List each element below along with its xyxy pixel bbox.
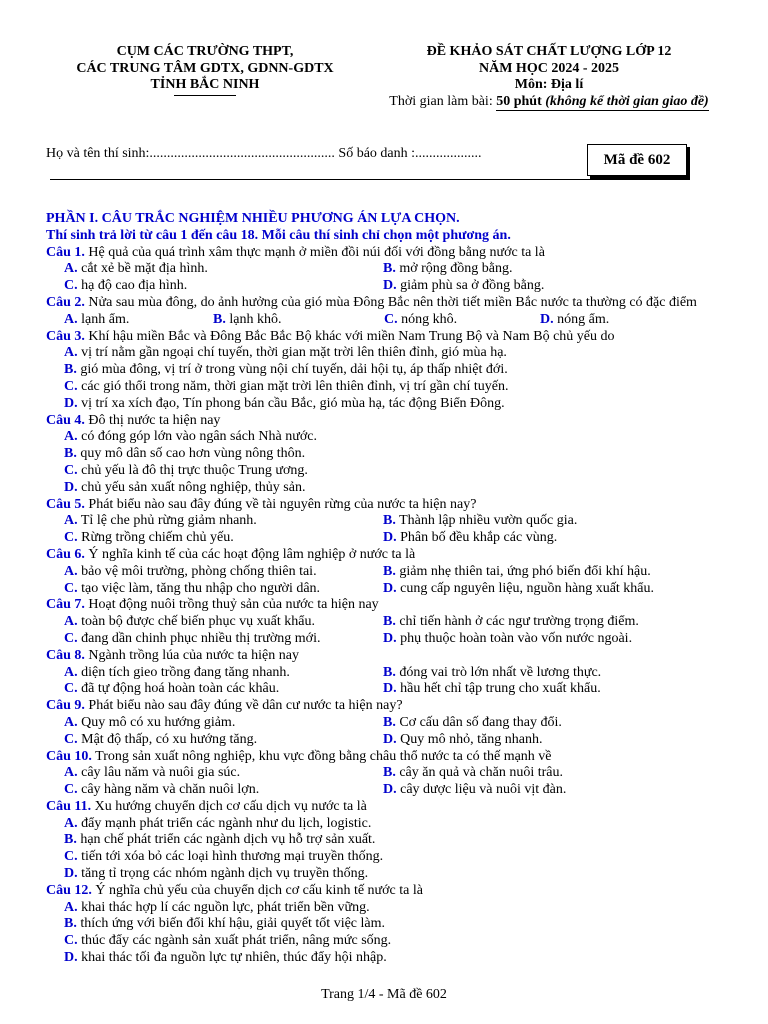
option [64,312,213,329]
option-text: giảm phù sa ở đồng bằng. [400,278,545,294]
option [383,681,601,698]
option [64,581,383,598]
question-label: Câu 3. [46,328,85,344]
option-letter: A. [64,345,78,361]
option-letter: C. [384,311,398,327]
option-letter: B. [383,714,396,730]
option-letter: C. [64,530,78,546]
time-note: (không kể thời gian giao đề) [545,93,709,109]
option-text: quy mô dân số cao hơn vùng nông thôn. [80,446,306,462]
option-row [46,665,726,682]
question-stem [46,749,726,766]
question-text: Ý nghĩa kinh tế của các hoạt động lâm nghiệp ở nước ta là [84,546,416,562]
option-text: gió mùa đông, vị trí ở trong vùng nội chí tuyến, dải hội tụ, áp thấp nhiệt đới. [80,362,508,378]
option-letter: B. [383,614,396,630]
option [383,665,601,682]
option-row [46,849,726,866]
option-row [46,933,726,950]
question-stem [46,295,726,312]
question-stem [46,883,726,900]
page-footer: Trang 1/4 - Mã đề 602 [321,987,447,1002]
option [64,816,371,831]
option [383,715,562,732]
time-value: 50 phút [496,93,542,109]
option [64,345,507,360]
option-text: đẩy mạnh phát triển các ngành như du lịch, logistic. [81,815,372,831]
option-row [46,312,726,329]
option-row [46,345,726,362]
option-text: chỉ tiến hành ở các ngư trường trọng điểm. [399,614,639,630]
question [46,245,726,295]
option-row [46,816,726,833]
option-text: cắt xẻ bề mặt địa hình. [81,261,208,277]
question-label: Câu 5. [46,496,85,512]
question-stem [46,597,726,614]
option-row [46,480,726,497]
question-label: Câu 1. [46,244,85,260]
option [64,362,508,377]
option-text: đã tự động hoá hoàn toàn các khâu. [81,681,280,697]
option-text: chủ yếu là đô thị trực thuộc Trung ương. [81,462,308,478]
option [383,614,639,631]
subject: Môn: Địa lí [514,77,584,92]
option [383,564,651,581]
option-text: vị trí nằm gần ngoại chí tuyến, thời gian mặt trời lên thiên đỉnh, gió mùa hạ. [81,345,507,361]
option-text: Rừng trồng chiếm chủ yếu. [81,530,234,546]
question-label: Câu 12. [46,882,92,898]
question-stem [46,413,726,430]
question [46,648,726,698]
question-list [46,245,726,967]
option-letter: D. [64,395,78,411]
option-letter: D. [64,866,78,882]
option-letter: C. [64,580,78,596]
question-label: Câu 10. [46,748,92,764]
option-text: tiến tới xóa bỏ các loại hình thương mại truyền thống. [81,849,384,865]
question-label: Câu 8. [46,647,85,663]
question [46,698,726,748]
time-label: Thời gian làm bài: [389,93,493,109]
option-letter: B. [383,765,396,781]
question-label: Câu 2. [46,294,85,310]
question [46,749,726,799]
option-row [46,732,726,749]
option-letter: C. [64,849,78,865]
option-text: đóng vai trò lớn nhất về lương thực. [399,664,602,680]
issuer-block [40,44,370,96]
issuer-line-1: CỤM CÁC TRƯỜNG THPT, [116,44,294,59]
option [64,665,383,682]
question-stem [46,329,726,346]
question-stem [46,547,726,564]
option [64,849,383,864]
option [64,900,370,915]
option-row [46,513,726,530]
option-letter: A. [64,513,78,529]
option-letter: B. [383,261,396,277]
option-text: Tỉ lệ che phủ rừng giảm nhanh. [80,513,257,529]
option-row [46,429,726,446]
question-stem [46,648,726,665]
question-label: Câu 9. [46,698,85,714]
option-letter: B. [383,513,396,529]
option-row [46,715,726,732]
option-letter: D. [383,580,397,596]
section-title: PHẦN I. CÂU TRẮC NGHIỆM NHIỀU PHƯƠNG ÁN LỰA CHỌN. [46,211,460,226]
question-label: Câu 11. [46,798,92,814]
header-divider [50,179,690,180]
option-text: tạo việc làm, tăng thu nhập cho người dân. [81,580,321,596]
question-stem [46,245,726,262]
option-letter: A. [64,311,78,327]
option-row [46,446,726,463]
exam-title: ĐỀ KHẢO SÁT CHẤT LƯỢNG LỚP 12 [426,44,672,59]
option-row [46,631,726,648]
option [64,916,385,931]
option [64,379,508,394]
option-text: có đóng góp lớn vào ngân sách Nhà nước. [81,429,317,445]
option-letter: A. [64,765,78,781]
question-text: Ý nghĩa chủ yếu của chuyển dịch cơ cấu kinh tế nước ta là [91,882,423,898]
option-letter: A. [64,614,78,630]
option [64,631,383,648]
question-label: Câu 6. [46,546,85,562]
question [46,799,726,883]
option [64,278,383,295]
option-row [46,362,726,379]
option-letter: D. [383,530,397,546]
question-label: Câu 4. [46,412,85,428]
option-row [46,261,726,278]
option [383,513,577,530]
option-letter: A. [64,714,78,730]
option-text: nóng ẩm. [557,311,610,327]
option [383,631,632,648]
option-text: bảo vệ môi trường, phòng chống thiên tai. [81,563,317,579]
option [383,732,542,749]
option-letter: D. [383,731,397,747]
option-letter: C. [64,731,78,747]
option-text: khai thác hợp lí các nguồn lực, phát triển bền vững. [81,899,370,915]
option-letter: B. [64,916,77,932]
option-text: phụ thuộc hoàn toàn vào vốn nước ngoài. [400,630,633,646]
question-text: Khí hậu miền Bắc và Đông Bắc Bắc Bộ khác với miền Nam Trung Bộ và Nam Bộ chủ yếu do [84,328,615,344]
option-text: cung cấp nguyên liệu, nguồn hàng xuất khẩu. [400,580,655,596]
option [383,765,563,782]
option-letter: B. [383,563,396,579]
option-text: Quy mô nhỏ, tăng nhanh. [400,731,543,747]
question-text: Ngành trồng lúa của nước ta hiện nay [84,647,299,663]
option-row [46,564,726,581]
option-letter: D. [540,311,554,327]
option-text: các gió thổi trong năm, thời gian mặt trời lên thiên đỉnh, vị trí gần chí tuyến. [81,378,509,394]
option-letter: D. [64,950,78,966]
option-row [46,866,726,883]
option-text: chủ yếu sản xuất nông nghiệp, thủy sản. [81,479,306,495]
option [383,581,654,598]
option-text: Mật độ thấp, có xu hướng tăng. [81,731,258,747]
option-letter: A. [64,899,78,915]
option [64,933,391,948]
option-row [46,614,726,631]
option-row [46,379,726,396]
option-row [46,782,726,799]
option-text: nóng khô. [401,311,458,327]
option-letter: D. [64,479,78,495]
question [46,413,726,497]
option [64,681,383,698]
option-text: mở rộng đồng bằng. [399,261,513,277]
option-text: toàn bộ được chế biến phục vụ xuất khẩu. [81,614,315,630]
issuer-underline [174,95,236,96]
option [64,530,383,547]
option-row [46,463,726,480]
option-text: Quy mô có xu hướng giảm. [81,714,236,730]
question-text: Nửa sau mùa đông, do ảnh hưởng của gió mùa Đông Bắc nên thời tiết miền Bắc nước ta thường có đặc điểm [84,294,697,310]
option-text: cây lâu năm và nuôi gia súc. [81,765,241,781]
question-text: Hoạt động nuôi trồng thuỷ sản của nước ta hiện nay [84,597,379,613]
option-text: Thành lập nhiều vườn quốc gia. [399,513,578,529]
option-text: cây ăn quả và chăn nuôi trâu. [399,765,563,781]
option-text: Cơ cấu dân số đang thay đổi. [399,714,562,730]
option-letter: A. [64,563,78,579]
option [64,463,308,478]
option-letter: A. [64,261,78,277]
option [64,866,368,881]
option-row [46,530,726,547]
question-text: Phát biểu nào sau đây đúng về tài nguyên rừng của nước ta hiện nay? [84,496,477,512]
option [64,782,383,799]
option-letter: A. [64,815,78,831]
school-year: NĂM HỌC 2024 - 2025 [479,60,619,76]
option [64,513,383,530]
option-row [46,396,726,413]
option-text: diện tích gieo trồng đang tăng nhanh. [81,664,290,680]
option [64,564,383,581]
exam-info-block [370,44,728,110]
option-row [46,900,726,917]
option-row [46,681,726,698]
question-text: Đô thị nước ta hiện nay [84,412,221,428]
question [46,497,726,547]
option-letter: C. [64,933,78,949]
option-letter: D. [383,681,397,697]
option-row [46,832,726,849]
option-row [46,950,726,967]
question [46,597,726,647]
option-text: hầu hết chỉ tập trung cho xuất khẩu. [400,681,601,697]
option [64,832,375,847]
question-text: Phát biểu nào sau đây đúng về dân cư nước ta hiện nay? [84,698,403,714]
option-letter: D. [383,782,397,798]
option-text: cây dược liệu và nuôi vịt đàn. [400,782,567,798]
time-duration [496,94,709,111]
option-text: giảm nhẹ thiên tai, ứng phó biến đổi khí hậu. [399,563,651,579]
issuer-line-3: TỈNH BẮC NINH [150,77,260,92]
question-text: Trong sản xuất nông nghiệp, khu vực đồng bằng châu thổ nước ta có thế mạnh về [91,748,552,764]
option-letter: C. [64,782,78,798]
option-text: lạnh khô. [229,311,282,327]
option-text: hạ độ cao địa hình. [81,278,188,294]
option-text: cây hàng năm và chăn nuôi lợn. [81,782,260,798]
option [64,765,383,782]
option [64,429,317,444]
question-text: Hệ quả của quá trình xâm thực mạnh ở miền đồi núi đối với đồng bằng nước ta là [84,244,545,260]
option [64,614,383,631]
option-letter: A. [64,664,78,680]
option-letter: B. [64,362,77,378]
question-stem [46,497,726,514]
option-row [46,581,726,598]
option-letter: D. [383,630,397,646]
option-text: hạn chế phát triển các ngành dịch vụ hỗ trợ sản xuất. [80,832,376,848]
option-letter: B. [213,311,226,327]
option [64,950,387,965]
option-letter: D. [383,278,397,294]
option-letter: C. [64,681,78,697]
student-info-line: Họ và tên thí sinh:..................................................... Số báo danh :................... [46,146,482,161]
option-letter: A. [64,429,78,445]
question [46,295,726,329]
option-letter: C. [64,630,78,646]
option [64,732,383,749]
exam-code-box: Mã đề 602 [587,144,687,176]
option-text: tăng tỉ trọng các nhóm ngành dịch vụ truyền thống. [81,866,369,882]
option-text: vị trí xa xích đạo, Tín phong bán cầu Bắc, gió mùa hạ, tác động Biển Đông. [81,395,505,411]
question-stem [46,698,726,715]
option-text: Phân bố đều khắp các vùng. [400,530,558,546]
time-line [370,94,728,111]
option [64,715,383,732]
option-letter: C. [64,462,78,478]
question-stem [46,799,726,816]
option [213,312,384,329]
option-text: lạnh ẩm. [81,311,130,327]
issuer-line-2: CÁC TRUNG TÂM GDTX, GDNN-GDTX [76,60,334,76]
option [383,261,513,278]
option [64,446,305,461]
option-row [46,916,726,933]
option-letter: B. [64,832,77,848]
question [46,547,726,597]
option-letter: B. [64,446,77,462]
option [540,312,690,329]
option-text: khai thác tối đa nguồn lực tự nhiên, thúc đẩy hội nhập. [81,950,387,966]
option [383,530,557,547]
exam-content [46,211,726,967]
option-text: đang dần chinh phục nhiều thị trường mới. [81,630,321,646]
question [46,329,726,413]
option [64,261,383,278]
question [46,883,726,967]
option-row [46,278,726,295]
option-letter: C. [64,278,78,294]
option [64,396,505,411]
option [383,782,566,799]
question-text: Xu hướng chuyển dịch cơ cấu dịch vụ nước ta là [91,798,367,814]
option-letter: C. [64,378,78,394]
option-text: thúc đẩy các ngành sản xuất phát triển, nâng mức sống. [81,933,392,949]
option-row [46,765,726,782]
option [384,312,540,329]
option [383,278,544,295]
section-instruction: Thí sinh trả lời từ câu 1 đến câu 18. Mỗi câu thí sinh chỉ chọn một phương án. [46,227,511,243]
option [64,480,305,495]
option-text: thích ứng với biến đổi khí hậu, giải quyết tốt việc làm. [80,916,386,932]
option-letter: B. [383,664,396,680]
question-label: Câu 7. [46,597,85,613]
